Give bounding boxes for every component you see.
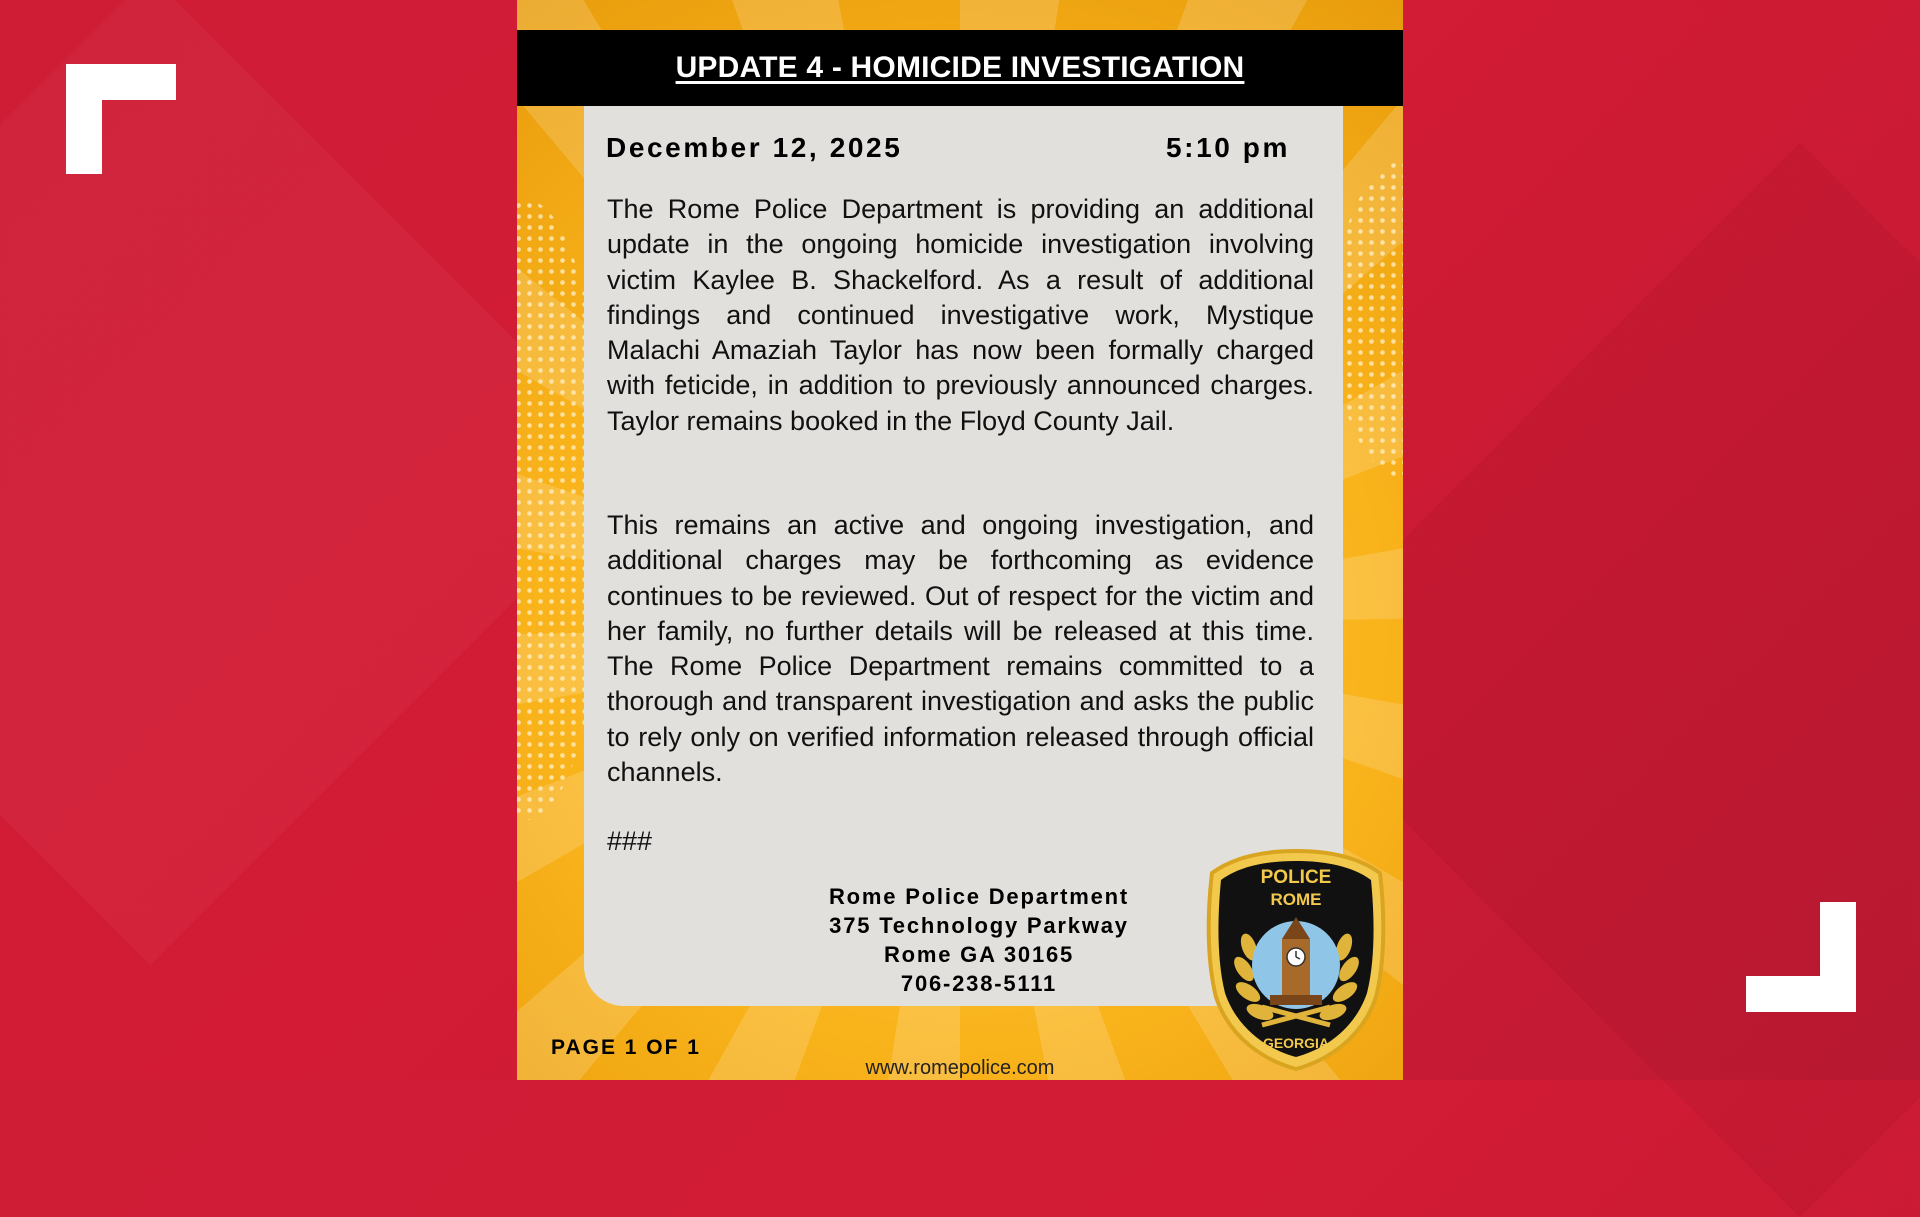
department-name: Rome Police Department [828, 884, 1129, 909]
end-mark: ### [607, 826, 653, 856]
website-link: www.romepolice.com [865, 1057, 1055, 1079]
halftone-dots [1333, 160, 1403, 480]
corner-bracket-top-left [66, 64, 176, 174]
corner-bracket-bottom-right [1746, 902, 1856, 1012]
badge-top-text: POLICE [1260, 867, 1332, 888]
press-release-flyer [517, 0, 1403, 1080]
badge-city-text: ROME [1270, 890, 1322, 909]
page-indicator: PAGE 1 OF 1 [551, 1036, 701, 1059]
release-date: December 12, 2025 [606, 132, 903, 163]
date-row [606, 132, 1300, 172]
phone-number: 706-238-5111 [900, 971, 1058, 996]
police-badge-icon [1204, 847, 1389, 1072]
body-paragraph: The Rome Police Department is providing an additional update in the ongoing homicide investigation involving victim Kaylee B. Shackelford. As a result of additional findings and continued investigative work, Mystique Malachi Amaziah Taylor has now been formally charged with feticide, in addition to previously announced charges. Taylor remains booked in the Floyd County Jail. [607, 194, 1314, 436]
title-bar [517, 30, 1403, 106]
badge-bottom-text: GEORGIA [1262, 1035, 1330, 1051]
release-time: 5:10 pm [1165, 132, 1290, 163]
flyer-title: UPDATE 4 - HOMICIDE INVESTIGATION [675, 51, 1245, 84]
city-state-zip: Rome GA 30165 [883, 942, 1075, 967]
street-address: 375 Technology Parkway [829, 913, 1129, 938]
body-paragraph: This remains an active and ongoing investigation, and additional charges may be forthcoming as evidence continues to be reviewed. Out of respect for the victim and her family, no further details will be released at this time. The Rome Police Department remains committed to a thorough and transparent investigation and asks the public to rely only on verified information released through official channels. [607, 510, 1314, 788]
